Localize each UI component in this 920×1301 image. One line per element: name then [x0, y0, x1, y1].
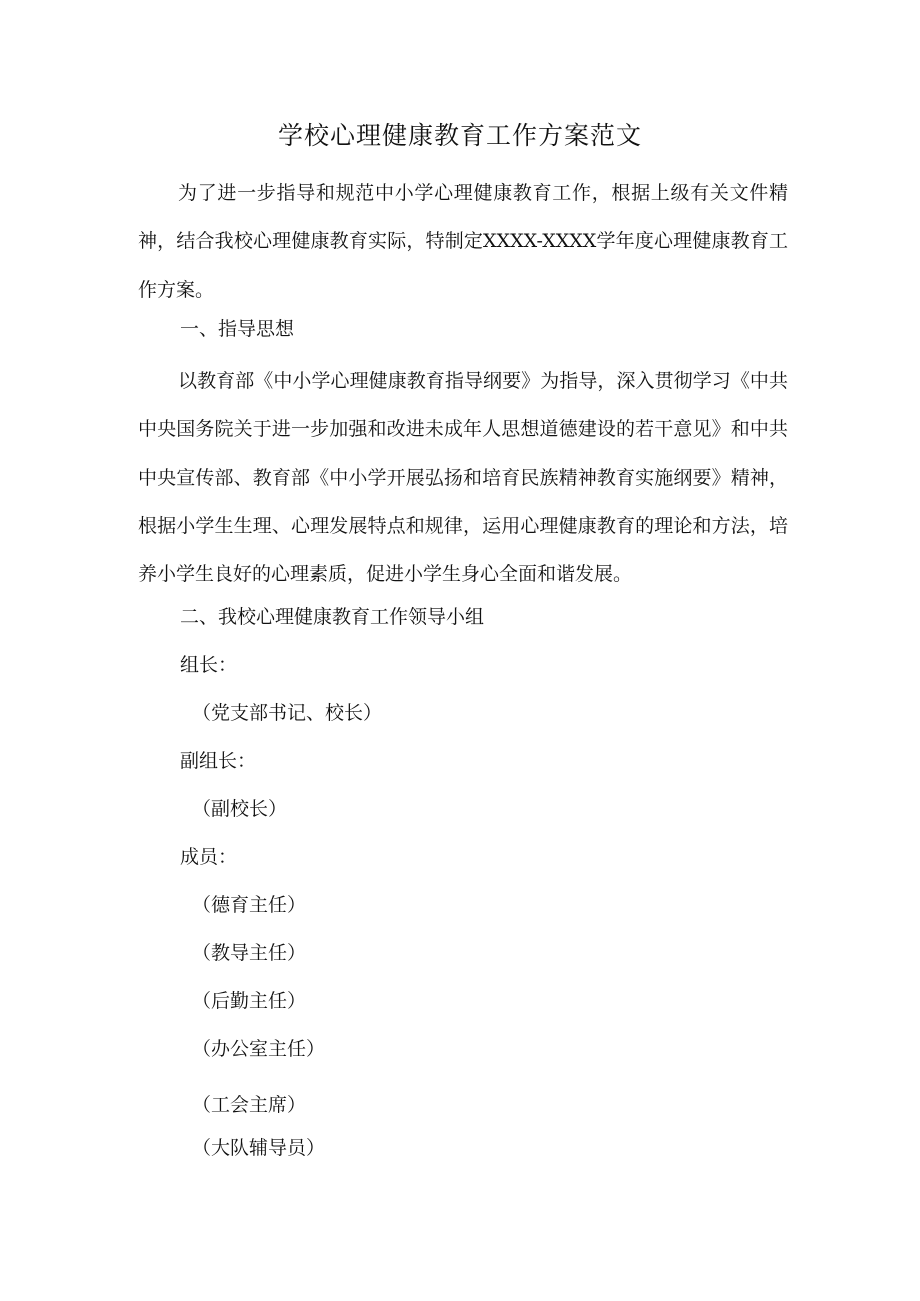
member-item: （办公室主任）	[192, 1038, 326, 1060]
member-item: （后勤主任）	[192, 990, 307, 1012]
members-label: 成员：	[180, 846, 238, 868]
member-item: （大队辅导员）	[192, 1137, 326, 1159]
leader-label: 组长：	[180, 654, 238, 676]
document-title: 学校心理健康教育工作方案范文	[277, 121, 642, 150]
section-heading-leadership-group: 二、我校心理健康教育工作领导小组	[180, 606, 485, 628]
member-item: （教导主任）	[192, 942, 307, 964]
guiding-ideology-paragraph: 以教育部《中小学心理健康教育指导纲要》为指导，深入贯彻学习《中共中央国务院关于进一步加强和改进未成年人思想道德建设的若干意见》和中共中央宣传部、教育部《中小学开展弘扬和培育民族精神教育实施纲要》精神，根据小学生生理、心理发展特点和规律，运用心理健康教育的理论和方法，培养小学生良好的心理素质，促进小学生身心全面和谐发展。	[138, 370, 788, 586]
member-item: （德育主任）	[192, 894, 307, 916]
intro-paragraph: 为了进一步指导和规范中小学心理健康教育工作，根据上级有关文件精神，结合我校心理健康教育实际，特制定XXXX-XXXX学年度心理健康教育工作方案。	[138, 182, 788, 301]
deputy-value: （副校长）	[192, 798, 288, 820]
section-heading-guiding-ideology: 一、指导思想	[180, 318, 295, 340]
deputy-label: 副组长：	[180, 750, 257, 772]
member-item: （工会主席）	[192, 1094, 307, 1116]
leader-value: （党支部书记、校长）	[192, 702, 383, 724]
